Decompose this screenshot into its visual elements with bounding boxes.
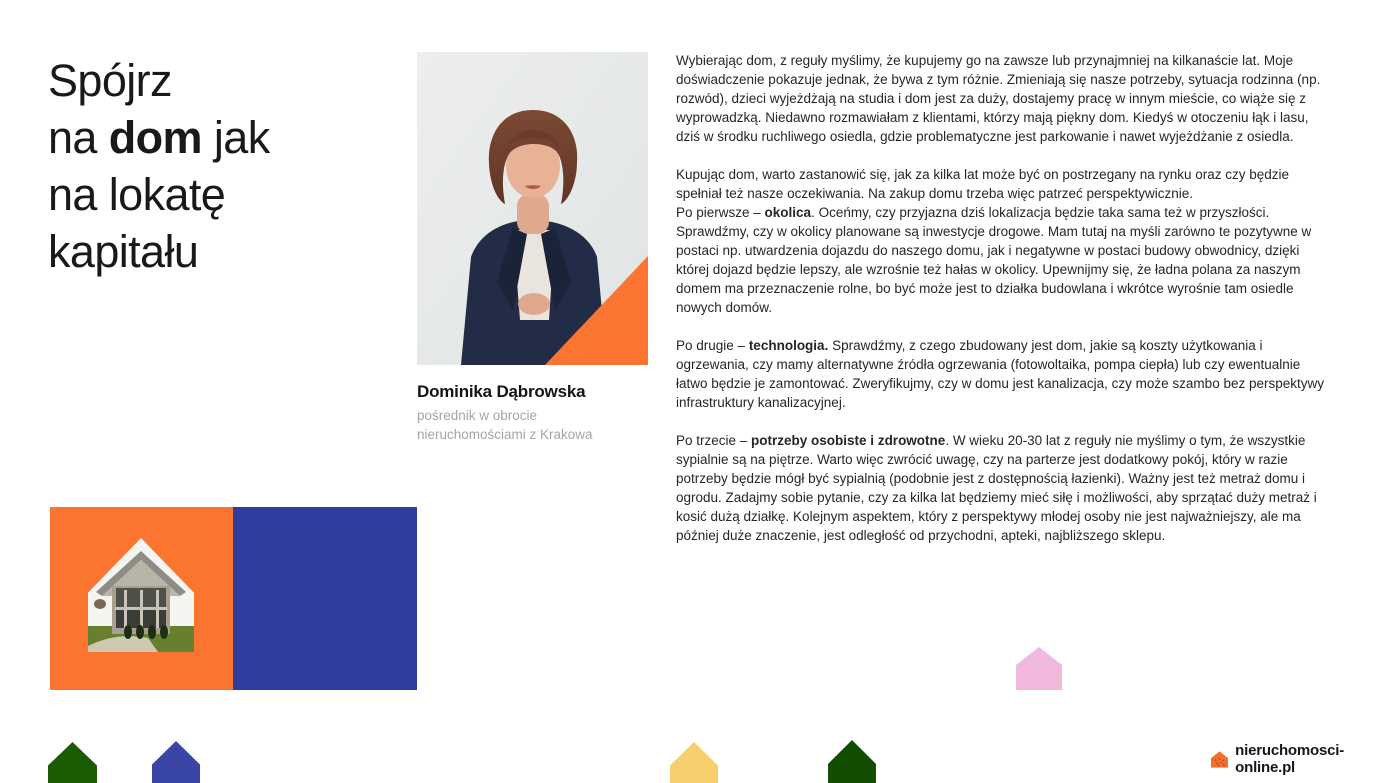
author-name: Dominika Dąbrowska bbox=[417, 382, 586, 401]
paragraph-1: Wybierając dom, z reguły myślimy, że kupujemy go na zawsze lub przynajmniej na kilkanaście lat. Moje doświadczenie pokazuje jednak, że bywa z tym różnie. Zmieniają się nasze potrzeby, sytuacja rodzinna (np. rozwód), dzieci wyjeżdżają na studia i dom jest za duży, dostajemy pracę w innym mieście, co wiąże się z wyprowadzką. Niedawno rozmawiałam z klientami, którzy mają piękny dom. Kiedyś w otoczeniu łąk i lasu, dziś w środku ruchliwego osiedla, gdzie problematyczne jest parkowanie i nawet wyjeżdżanie z osiedla. bbox=[676, 53, 1321, 144]
bold-potrzeby: potrzeby osobiste i zdrowotne bbox=[751, 433, 946, 448]
bold-okolica: okolica bbox=[764, 205, 812, 220]
headline-line-4: kapitału bbox=[48, 226, 199, 277]
headline-bold-word: dom bbox=[108, 112, 202, 163]
decorative-collage bbox=[50, 507, 417, 690]
headline-line-3: na lokatę bbox=[48, 169, 226, 220]
blue-rectangle bbox=[233, 507, 417, 690]
author-portrait-photo bbox=[417, 52, 648, 365]
author-role-line-1: pośrednik w obrocie bbox=[417, 408, 538, 423]
house-icon-green-left bbox=[48, 742, 97, 783]
portrait-illustration bbox=[417, 52, 648, 365]
headline-line-1: Spójrz bbox=[48, 55, 172, 106]
author-role bbox=[417, 406, 593, 444]
house-icon-green-center bbox=[828, 740, 876, 783]
house-icon-pink bbox=[1016, 647, 1062, 690]
article-headline bbox=[48, 52, 378, 280]
house-icon-yellow bbox=[670, 742, 718, 783]
article-body bbox=[676, 51, 1331, 564]
paragraph-2: Kupując dom, warto zastanowić się, jak za kilka lat może być on postrzegany na rynku oraz czy będzie spełniał też nasze oczekiwania. Na zakup domu trzeba więc patrzeć perspektywicznie. Po pierwsze – okolica. Oceńmy, czy przyjazna dziś lokalizacja będzie taka sama też w przyszłości. Sprawdźmy, czy w okolicy planowane są inwestycje drogowe. Mam tutaj na myśli zarówno te pozytywne w postaci np. utwardzenia dojazdu do naszego domu, jak i negatywne w postaci budowy obwodnicy, dzięki której dojazd będzie lepszy, ale wzrośnie też hałas w okolicy. Upewnijmy się, że ładna polana za naszym domem ma przeznaczenie rolne, bo być może jest to działka budowlana i wkrótce wyrośnie tam osiedle nowych domów. bbox=[676, 167, 1312, 315]
paragraph-4: Po trzecie – potrzeby osobiste i zdrowotne. W wieku 20-30 lat z reguły nie myślimy o tym, że wszystkie sypialnie są na piętrze. Warto więc zwrócić uwagę, czy na parterze jest dodatkowy pokój, który w razie potrzeby będzie mógł być sypialnią (podobnie jest z dostępnością łazienki). Ważny jest też metraż domu i ogrodu. Zadajmy sobie pytanie, czy za kilka lat będziemy mieć siłę i możliwości, aby sprzątać duży metraż i kosić dużą działkę. Kolejnym aspektem, który z perspektywy młodej osoby nie jest najważniejszy, ale ma później duże znaczenie, jest odległość od przychodni, apteki, najbliższego sklepu. bbox=[676, 433, 1317, 543]
author-role-line-2: nieruchomościami z Krakowa bbox=[417, 427, 593, 442]
paragraph-3: Po drugie – technologia. Sprawdźmy, z czego zbudowany jest dom, jakie są koszty użytkowania i ogrzewania, czy mamy alternatywne źródła ogrzewania (fotowoltaika, pompa ciepła) lub czy ewentualnie łatwo będzie je zamontować. Zweryfikujmy, czy w domu jest kanalizacja, czy może szambo bez perspektywy infrastruktury kanalizacyjnej. bbox=[676, 338, 1324, 410]
brand-house-icon bbox=[1211, 751, 1228, 768]
bold-technologia: technologia. bbox=[748, 338, 829, 353]
brand-site-name[interactable]: nieruchomosci-online.pl bbox=[1235, 742, 1345, 776]
headline-line-2: na dom jak bbox=[48, 112, 270, 163]
house-icon-blue bbox=[152, 741, 200, 783]
brand-logo[interactable] bbox=[1211, 742, 1396, 776]
